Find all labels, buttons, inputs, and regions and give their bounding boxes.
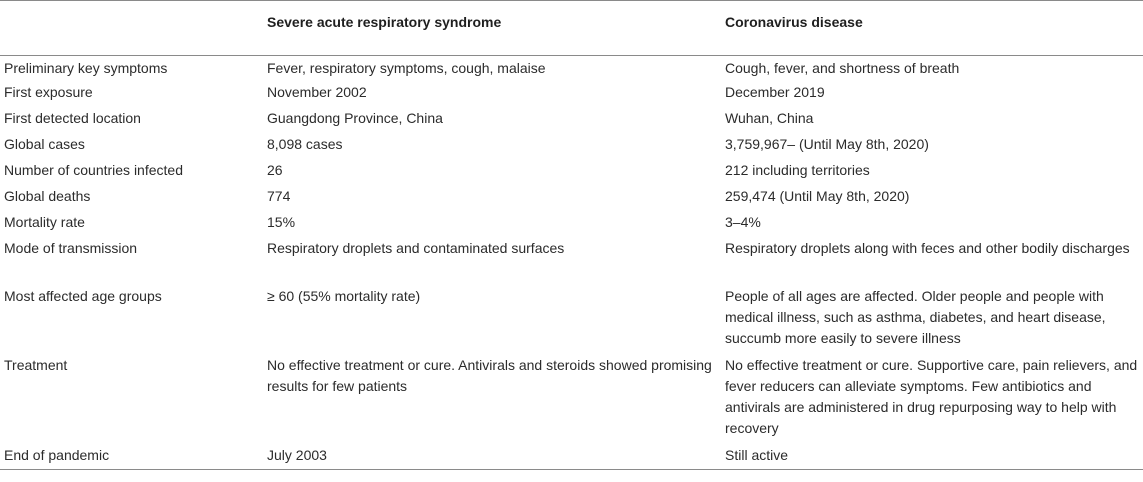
covid-cell: Still active	[725, 445, 1143, 470]
row-label: Mortality rate	[4, 213, 85, 230]
sars-cell: November 2002	[267, 83, 367, 100]
table-row	[0, 238, 1143, 286]
sars-cell: July 2003	[267, 445, 725, 470]
row-label: First exposure	[4, 83, 93, 100]
covid-cell: No effective treatment or cure. Supportive care, pain relievers, and fever reducers can alleviate symptoms. Few antibiotics and antivirals are administered in drug repurposing way to help with recovery	[725, 356, 1138, 436]
table-row	[0, 186, 1143, 212]
row-label: Number of countries infected	[4, 161, 183, 178]
row-label: Most affected age groups	[4, 287, 162, 304]
table-row	[0, 355, 1143, 445]
row-label: Preliminary key symptoms	[4, 60, 168, 76]
covid-cell: Wuhan, China	[725, 109, 814, 126]
sars-cell: ≥ 60 (55% mortality rate)	[267, 287, 421, 304]
table-row	[0, 160, 1143, 186]
table-row	[0, 56, 1143, 82]
header-row	[0, 1, 1143, 56]
header-cell-sars: Severe acute respiratory syndrome	[267, 1, 725, 56]
header-cell-covid: Coronavirus disease	[725, 1, 1143, 56]
row-label: Global deaths	[4, 187, 91, 204]
row-label: Global cases	[4, 135, 85, 152]
covid-cell: 212 including territories	[725, 161, 870, 178]
row-label: End of pandemic	[0, 445, 267, 470]
covid-cell: Respiratory droplets along with feces and other bodily discharges	[725, 239, 1130, 256]
sars-cell: Fever, respiratory symptoms, cough, malaise	[267, 60, 546, 76]
row-label: First detected location	[4, 109, 141, 126]
table-row	[0, 108, 1143, 134]
table-row	[0, 286, 1143, 355]
sars-cell: 8,098 cases	[267, 135, 343, 152]
row-label: Mode of transmission	[4, 239, 138, 256]
table-row	[0, 445, 1143, 470]
covid-cell: 259,474 (Until May 8th, 2020)	[725, 187, 910, 204]
row-label: Treatment	[4, 356, 68, 373]
sars-cell: No effective treatment or cure. Antivirals and steroids showed promising results for few patients	[267, 356, 712, 394]
sars-cell: 774	[267, 187, 291, 204]
sars-cell: 26	[267, 161, 283, 178]
covid-cell: Cough, fever, and shortness of breath	[725, 60, 960, 76]
header-cell-attribute	[0, 1, 267, 56]
table-row	[0, 134, 1143, 160]
covid-cell: 3,759,967– (Until May 8th, 2020)	[725, 135, 929, 152]
covid-cell: December 2019	[725, 83, 825, 100]
table-body	[0, 56, 1143, 470]
sars-cell: Guangdong Province, China	[267, 109, 443, 126]
covid-cell: 3–4%	[725, 213, 761, 230]
sars-cell: Respiratory droplets and contaminated surfaces	[267, 239, 565, 256]
table-header	[0, 1, 1143, 56]
sars-cell: 15%	[267, 213, 296, 230]
covid-cell: People of all ages are affected. Older people and people with medical illness, such as asthma, diabetes, and heart disease, succumb more easily to severe illness	[725, 287, 1106, 346]
table-row	[0, 82, 1143, 108]
table-row	[0, 212, 1143, 238]
